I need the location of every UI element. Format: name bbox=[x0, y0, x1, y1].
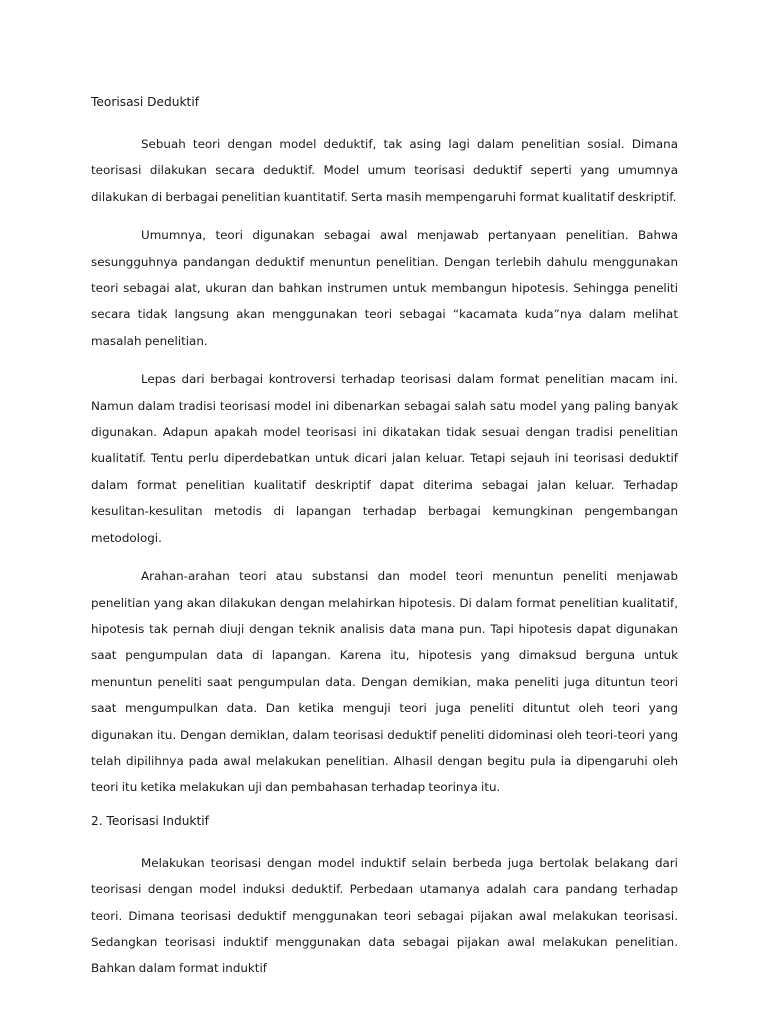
paragraph: Umumnya, teori digunakan sebagai awal menjawab pertanyaan penelitian. Bahwa sesungguhnya pandangan deduktif menuntun penelitian. Dengan terlebih dahulu menggunakan teori sebagai alat, ukuran dan bahkan instrumen untuk membangun hipotesis. Sehingga peneliti secara tidak langsung akan menggunakan teori sebagai “kacamata kuda”nya dalam melihat masalah penelitian. bbox=[91, 228, 678, 348]
paragraph: Lepas dari berbagai kontroversi terhadap teorisasi dalam format penelitian macam ini. Namun dalam tradisi teorisasi model ini dibenarkan sebagai salah satu model yang paling banyak digunakan. Adapun apakah model teorisasi ini dikatakan tidak sesuai dengan tradisi penelitian kualitatif. Tentu perlu diperdebatkan untuk dicari jalan keluar. Tetapi sejauh ini teorisasi deduktif dalam format penelitian kualitatif deskriptif dapat diterima sebagai jalan keluar. Terhadap kesulitan-kesulitan metodis di lapangan terhadap berbagai kemungkinan pengembangan metodologi. bbox=[91, 372, 678, 545]
section-heading-teorisasi-induktif: 2. Teorisasi Induktif bbox=[91, 813, 209, 828]
document-page bbox=[91, 94, 678, 982]
paragraph: Arahan-arahan teori atau substansi dan model teori menuntun peneliti menjawab penelitian yang akan dilakukan dengan melahirkan hipotesis. Di dalam format penelitian kualitatif, hipotesis tak pernah diuji dengan teknik analisis data mana pun. Tapi hipotesis dapat digunakan saat pengumpulan data di lapangan. Karena itu, hipotesis yang dimaksud berguna untuk menuntun peneliti saat pengumpulan data. Dengan demikian, maka peneliti juga dituntun teori saat mengumpulkan data. Dan ketika menguji teori juga peneliti dituntut oleh teori yang digunakan itu. Dengan demikIan, dalam teorisasi deduktif peneliti didominasi oleh teori-teori yang telah dipilihnya pada awal melakukan penelitian. Alhasil dengan begitu pula ia dipengaruhi oleh teori itu ketika melakukan uji dan pembahasan terhadap teorinya itu. bbox=[91, 569, 678, 795]
section-heading-teorisasi-deduktif: Teorisasi Deduktif bbox=[91, 95, 200, 109]
paragraph: Melakukan teorisasi dengan model induktif selain berbeda juga bertolak belakang dari teorisasi dengan model induksi deduktif. Perbedaan utamanya adalah cara pandang terhadap teori. Dimana teorisasi deduktif menggunakan teori sebagai pijakan awal melakukan teorisasi. Sedangkan teorisasi induktif menggunakan data sebagai pijakan awal melakukan penelitian. Bahkan dalam format induktif bbox=[91, 855, 678, 976]
paragraph: Sebuah teori dengan model deduktif, tak asing lagi dalam penelitian sosial. Dimana teorisasi dilakukan secara deduktif. Model umum teorisasi deduktif seperti yang umumnya dilakukan di berbagai penelitian kuantitatif. Serta masih mempengaruhi format kualitatif deskriptif. bbox=[91, 137, 678, 204]
